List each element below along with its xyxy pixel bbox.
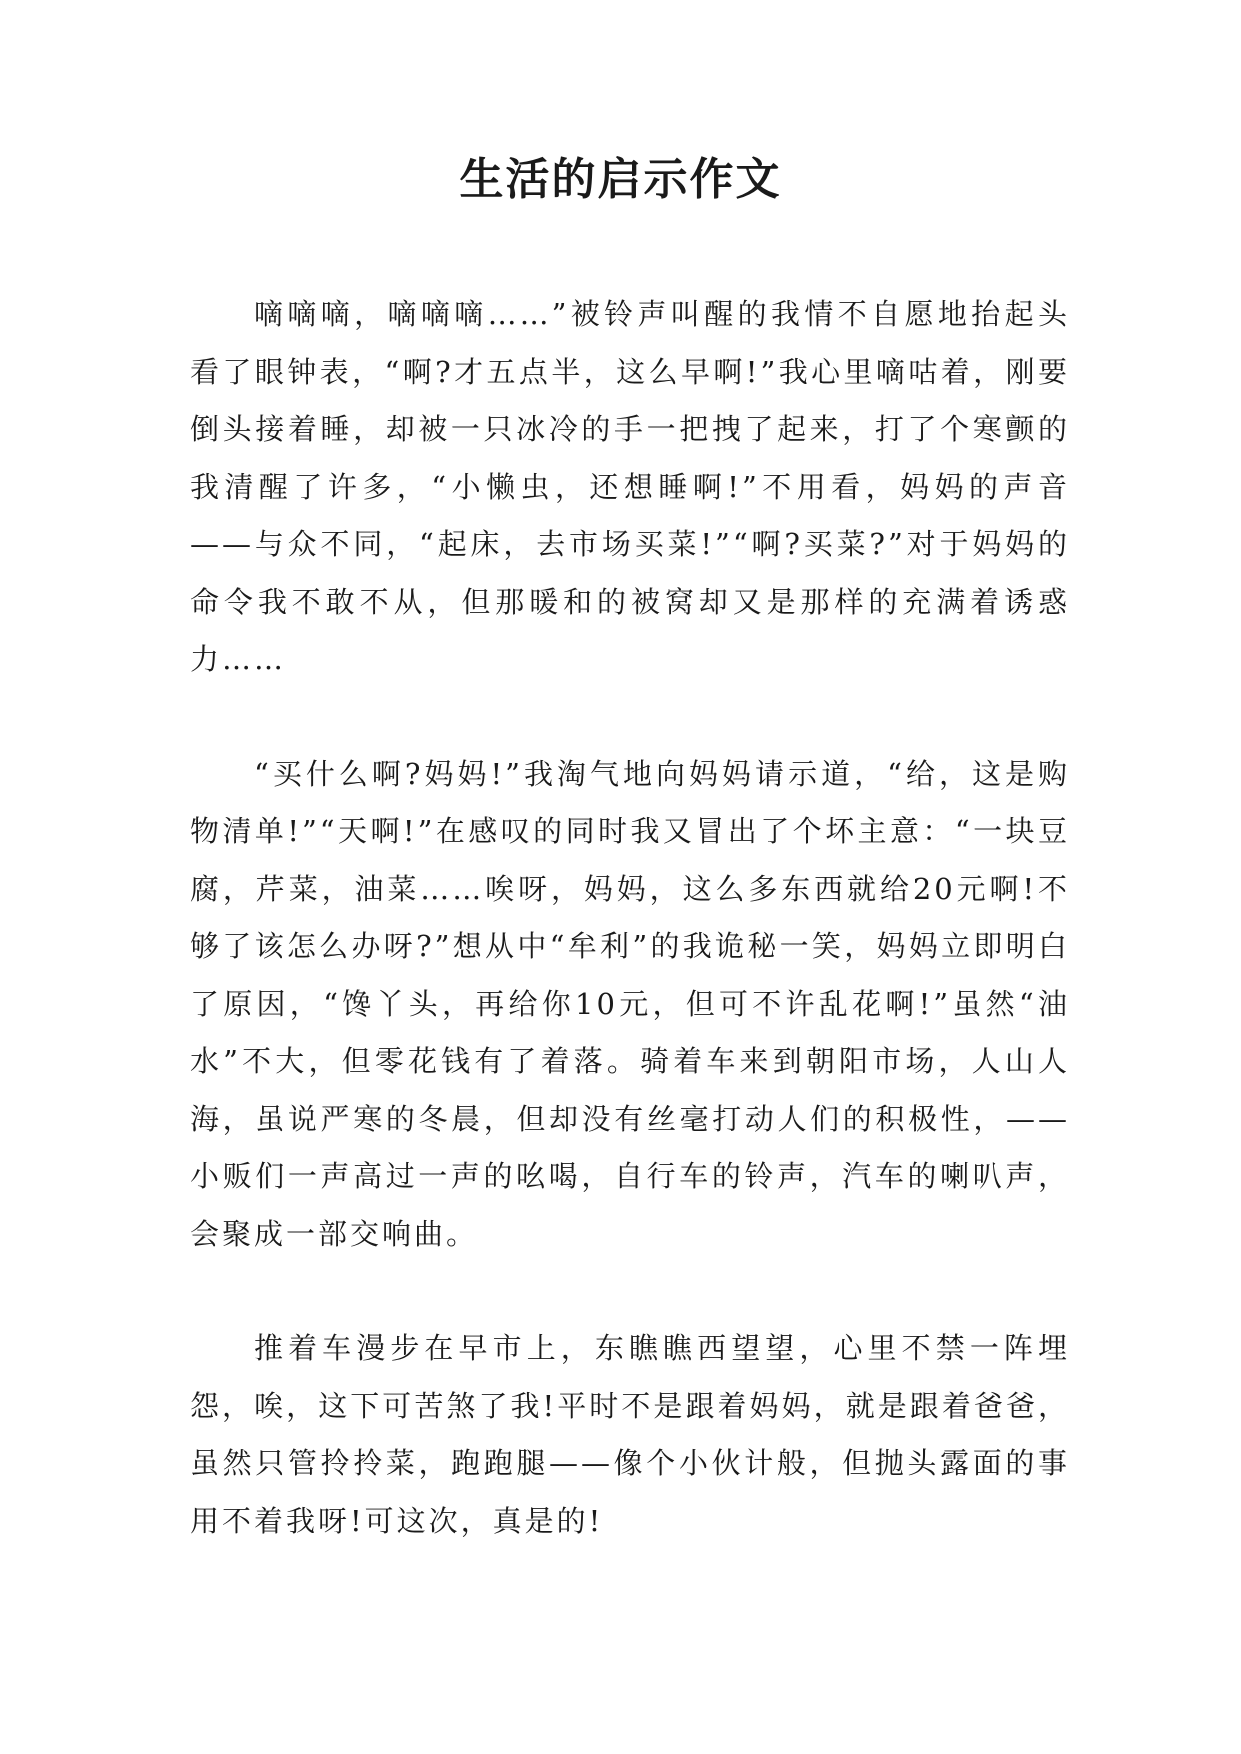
paragraph-3: 推着车漫步在早市上，东瞧瞧西望望，心里不禁一阵埋怨，唉，这下可苦煞了我!平时不是跟着妈妈，就是跟着爸爸，虽然只管拎拎菜，跑跑腿——像个小伙计般，但抛头露面的事用不着我呀!可这次，真是的! bbox=[190, 1331, 1070, 1538]
paragraph-2: “买什么啊?妈妈!”我淘气地向妈妈请示道，“给，这是购物清单!”“天啊!”在感叹的同时我又冒出了个坏主意：“一块豆腐，芹菜，油菜……唉呀，妈妈，这么多东西就给20元啊!不够了该怎么办呀?”想从中“牟利”的我诡秘一笑，妈妈立即明白了原因，“馋丫头，再给你10元，但可不许乱花啊!”虽然“油水”不大，但零花钱有了着落。骑着车来到朝阳市场，人山人海，虽说严寒的冬晨，但却没有丝毫打动人们的积极性，——小贩们一声高过一声的吆喝，自行车的铃声，汽车的喇叭声，会聚成一部交响曲。 bbox=[190, 756, 1070, 1251]
document-title: 生活的启示作文 bbox=[459, 154, 782, 205]
paragraph-1: 嘀嘀嘀，嘀嘀嘀……”被铃声叫醒的我情不自愿地抬起头看了眼钟表，“啊?才五点半，这么早啊!”我心里嘀咕着，刚要倒头接着睡，却被一只冰冷的手一把拽了起来，打了个寒颤的我清醒了许多，“小懒虫，还想睡啊!”不用看，妈妈的声音——与众不同，“起床，去市场买菜!”“啊?买菜?”对于妈妈的命令我不敢不从，但那暖和的被窝却又是那样的充满着诱惑力…… bbox=[190, 297, 1070, 676]
document-body bbox=[190, 286, 1070, 1607]
